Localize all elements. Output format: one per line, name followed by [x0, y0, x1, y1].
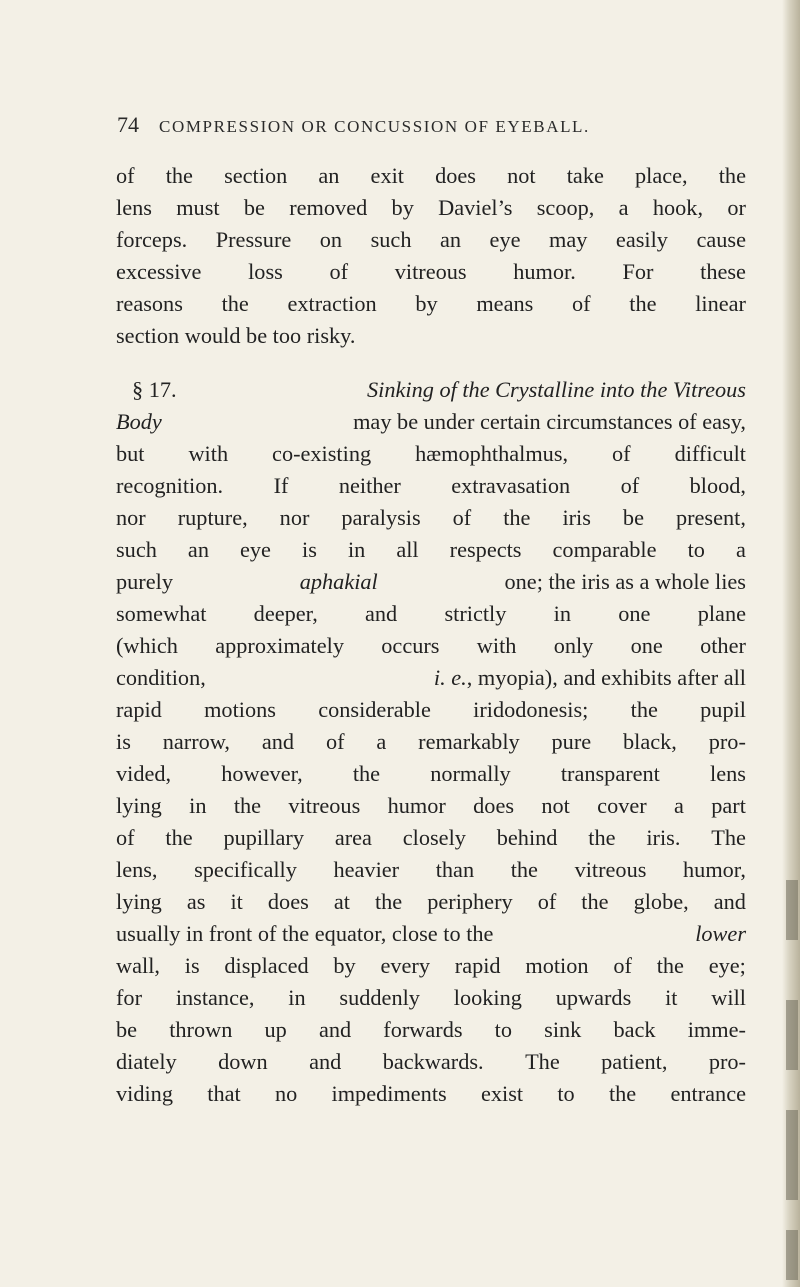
- word: diately: [116, 1049, 177, 1074]
- word: closely: [402, 825, 466, 850]
- text-line: [116, 256, 746, 288]
- word: forceps.: [116, 227, 188, 252]
- word: in: [347, 537, 366, 562]
- word: suddenly: [339, 985, 420, 1010]
- word: with: [188, 441, 229, 466]
- word: the: [608, 1081, 637, 1106]
- word: Pressure: [215, 227, 292, 252]
- word: is: [116, 729, 131, 754]
- word: patient,: [601, 1049, 668, 1074]
- word: iris: [562, 505, 591, 530]
- edge-mark: [786, 880, 798, 940]
- word: viding: [116, 1081, 173, 1106]
- word: a: [735, 537, 746, 562]
- word: exist: [480, 1081, 524, 1106]
- word: recognition.: [116, 473, 224, 498]
- word: looking: [453, 985, 522, 1010]
- word: of: [613, 953, 632, 978]
- word: with: [476, 633, 517, 658]
- word: The: [525, 1049, 560, 1074]
- word: remarkably: [418, 729, 520, 754]
- text-line: [116, 438, 746, 470]
- word: may: [549, 227, 588, 252]
- word: humor: [387, 793, 446, 818]
- word: exit: [370, 163, 404, 188]
- word: no: [274, 1081, 298, 1106]
- text-line: [116, 288, 746, 320]
- word: take: [566, 163, 604, 188]
- word: of: [612, 441, 631, 466]
- word: a: [618, 195, 629, 220]
- word: upwards: [555, 985, 632, 1010]
- word: hook,: [652, 195, 704, 220]
- word: be: [116, 1017, 138, 1042]
- body-text: [116, 160, 746, 1110]
- page-number: 74: [117, 112, 139, 137]
- text-line: [116, 406, 746, 438]
- word: but: [116, 441, 145, 466]
- word: area: [334, 825, 372, 850]
- word: is: [184, 953, 200, 978]
- edge-mark: [786, 1000, 798, 1070]
- running-header: [117, 112, 737, 142]
- word: that: [207, 1081, 241, 1106]
- word: it: [665, 985, 678, 1010]
- word: humor,: [683, 857, 746, 882]
- text-line: [116, 192, 746, 224]
- word: deeper,: [253, 601, 318, 626]
- word: and: [261, 729, 295, 754]
- text-line: [116, 694, 746, 726]
- word: neither: [338, 473, 401, 498]
- word: the: [630, 697, 658, 722]
- word: of: [620, 473, 640, 498]
- word: lens,: [116, 857, 158, 882]
- word: the: [588, 825, 616, 850]
- word: lens: [116, 195, 152, 220]
- text-line: [116, 662, 746, 694]
- word: If: [273, 473, 289, 498]
- word: not: [541, 793, 570, 818]
- word: cause: [696, 227, 746, 252]
- text-line: [116, 758, 746, 790]
- word: entrance: [670, 1081, 746, 1106]
- word: specifically: [194, 857, 297, 882]
- word: of: [329, 259, 349, 284]
- word: reasons: [116, 291, 183, 316]
- word: vided,: [116, 761, 172, 786]
- word: extravasation: [451, 473, 571, 498]
- word: considerable: [318, 697, 431, 722]
- word: all: [396, 537, 419, 562]
- word: eye: [240, 537, 271, 562]
- word: other: [700, 633, 746, 658]
- word: to: [557, 1081, 575, 1106]
- word: by: [415, 291, 438, 316]
- word: an: [439, 227, 462, 252]
- word: one: [618, 601, 651, 626]
- text-span: purely: [116, 569, 173, 594]
- word: to: [494, 1017, 513, 1042]
- word: does: [267, 889, 309, 914]
- word: vitreous: [574, 857, 647, 882]
- section-title-cont: Body: [116, 409, 162, 434]
- word: however,: [221, 761, 303, 786]
- word: sink: [544, 1017, 582, 1042]
- word: a: [674, 793, 684, 818]
- word: forwards: [383, 1017, 463, 1042]
- word: an: [187, 537, 209, 562]
- word: and: [318, 1017, 352, 1042]
- word: pure: [551, 729, 592, 754]
- word: of: [537, 889, 557, 914]
- word: strictly: [444, 601, 507, 626]
- abbrev-span: [434, 662, 746, 694]
- word: as: [186, 889, 206, 914]
- word: back: [613, 1017, 656, 1042]
- word: lying: [116, 793, 162, 818]
- text-span: section would be too risky.: [116, 323, 356, 348]
- word: difficult: [674, 441, 746, 466]
- text-line: [116, 982, 746, 1014]
- word: pro-: [708, 1049, 746, 1074]
- word: impediments: [331, 1081, 447, 1106]
- word: the: [503, 505, 531, 530]
- text-line: [116, 790, 746, 822]
- word: vitreous: [394, 259, 467, 284]
- word: transparent: [560, 761, 660, 786]
- word: displaced: [224, 953, 309, 978]
- word: approximately: [215, 633, 344, 658]
- word: pupil: [700, 697, 746, 722]
- text-line: [116, 630, 746, 662]
- word: lying: [116, 889, 162, 914]
- word: such: [370, 227, 412, 252]
- word: of: [116, 163, 135, 188]
- word: a: [376, 729, 387, 754]
- section-heading-line: [116, 374, 746, 406]
- word: be: [243, 195, 265, 220]
- word: iris.: [646, 825, 681, 850]
- word: motions: [204, 697, 276, 722]
- text-line: [116, 1014, 746, 1046]
- word: and: [713, 889, 746, 914]
- word: motion: [525, 953, 589, 978]
- word: lens: [710, 761, 746, 786]
- text-span: usually in front of the equator, close to the: [116, 921, 494, 946]
- word: vitreous: [288, 793, 361, 818]
- emphasis: lower: [695, 921, 746, 946]
- word: imme-: [687, 1017, 746, 1042]
- word: easily: [615, 227, 668, 252]
- edge-mark: [786, 1110, 798, 1200]
- word: removed: [289, 195, 368, 220]
- word: not: [507, 163, 536, 188]
- word: eye;: [708, 953, 746, 978]
- text-line: [116, 854, 746, 886]
- paragraph-gap: [116, 352, 746, 374]
- text-line: [116, 1078, 746, 1110]
- word: normally: [430, 761, 511, 786]
- word: up: [264, 1017, 287, 1042]
- word: thrown: [169, 1017, 233, 1042]
- text-line: [116, 598, 746, 630]
- text-line: [116, 566, 746, 598]
- word: in: [189, 793, 207, 818]
- word: than: [435, 857, 475, 882]
- text-line: [116, 950, 746, 982]
- word: paralysis: [341, 505, 421, 530]
- section-number: § 17.: [132, 377, 177, 402]
- word: hæmophthalmus,: [415, 441, 569, 466]
- word: pro-: [708, 729, 746, 754]
- word: be: [622, 505, 644, 530]
- word: such: [116, 537, 157, 562]
- word: linear: [695, 291, 746, 316]
- word: Daviel’s: [438, 195, 513, 220]
- word: the: [233, 793, 262, 818]
- word: of: [116, 825, 135, 850]
- word: an: [318, 163, 340, 188]
- edge-mark: [786, 1230, 798, 1280]
- word: present,: [675, 505, 746, 530]
- word: one: [630, 633, 663, 658]
- text-line: [116, 534, 746, 566]
- word: will: [711, 985, 746, 1010]
- word: backwards.: [382, 1049, 484, 1074]
- word: on: [319, 227, 343, 252]
- text-line: [116, 224, 746, 256]
- text-line: [116, 918, 746, 950]
- text-line: [116, 822, 746, 854]
- word: black,: [623, 729, 677, 754]
- word: periphery: [427, 889, 513, 914]
- word: rapid: [454, 953, 501, 978]
- word: excessive: [116, 259, 202, 284]
- word: extraction: [287, 291, 377, 316]
- text-line: [116, 502, 746, 534]
- text-line: [116, 160, 746, 192]
- word: eye: [489, 227, 521, 252]
- word: respects: [449, 537, 522, 562]
- word: for: [116, 985, 142, 1010]
- word: nor: [116, 505, 146, 530]
- word: part: [711, 793, 746, 818]
- word: comparable: [552, 537, 657, 562]
- word: humor.: [513, 259, 576, 284]
- word: does: [435, 163, 476, 188]
- word: the: [165, 825, 193, 850]
- word: rupture,: [177, 505, 248, 530]
- word: and: [309, 1049, 342, 1074]
- word: does: [473, 793, 515, 818]
- word: the: [656, 953, 684, 978]
- word: rapid: [116, 697, 162, 722]
- running-head-title: COMPRESSION OR CONCUSSION OF EYEBALL.: [159, 117, 590, 136]
- word: the: [510, 857, 538, 882]
- word: wall,: [116, 953, 160, 978]
- word: The: [711, 825, 746, 850]
- text-span: one; the iris as a whole lies: [504, 569, 746, 594]
- word: For: [622, 259, 654, 284]
- word: must: [176, 195, 220, 220]
- word: occurs: [381, 633, 440, 658]
- word: of: [452, 505, 472, 530]
- text-span: , myopia), and exhibits after all: [466, 665, 746, 690]
- word: down: [218, 1049, 268, 1074]
- word: at: [333, 889, 350, 914]
- word: the: [165, 163, 193, 188]
- word: only: [553, 633, 594, 658]
- word: of: [325, 729, 345, 754]
- word: section: [224, 163, 288, 188]
- word: cover: [597, 793, 647, 818]
- word: loss: [248, 259, 283, 284]
- word: every: [380, 953, 430, 978]
- word: blood,: [689, 473, 746, 498]
- word: somewhat: [116, 601, 207, 626]
- word: by: [333, 953, 356, 978]
- word: co-existing: [272, 441, 372, 466]
- word: pupillary: [223, 825, 304, 850]
- word: it: [230, 889, 243, 914]
- text-line: [116, 1046, 746, 1078]
- text-span: may be under certain circumstances of easy,: [353, 409, 746, 434]
- word: place,: [635, 163, 688, 188]
- word: these: [700, 259, 746, 284]
- page-edge-shadow: [782, 0, 800, 1287]
- word: in: [553, 601, 571, 626]
- word: of: [571, 291, 591, 316]
- word: plane: [697, 601, 746, 626]
- word: instance,: [175, 985, 255, 1010]
- word: (which: [116, 633, 178, 658]
- word: means: [476, 291, 534, 316]
- word: by: [391, 195, 414, 220]
- emphasis: i. e.: [433, 665, 467, 690]
- word: is: [302, 537, 317, 562]
- word: the: [581, 889, 609, 914]
- word: behind: [496, 825, 558, 850]
- text-line: [116, 320, 746, 352]
- text-line: [116, 726, 746, 758]
- word: iridodonesis;: [473, 697, 589, 722]
- word: nor: [279, 505, 310, 530]
- word: the: [374, 889, 403, 914]
- text-span: condition,: [116, 665, 206, 690]
- word: scoop,: [536, 195, 595, 220]
- word: globe,: [633, 889, 689, 914]
- emphasis: aphakial: [299, 569, 378, 594]
- word: the: [718, 163, 746, 188]
- word: to: [687, 537, 705, 562]
- word: in: [288, 985, 306, 1010]
- word: heavier: [333, 857, 400, 882]
- section-title: Sinking of the Crystalline into the Vitreous: [366, 377, 746, 402]
- word: or: [727, 195, 746, 220]
- text-line: [116, 470, 746, 502]
- word: and: [365, 601, 398, 626]
- word: the: [352, 761, 381, 786]
- text-line: [116, 886, 746, 918]
- word: the: [221, 291, 249, 316]
- word: the: [629, 291, 657, 316]
- word: narrow,: [162, 729, 231, 754]
